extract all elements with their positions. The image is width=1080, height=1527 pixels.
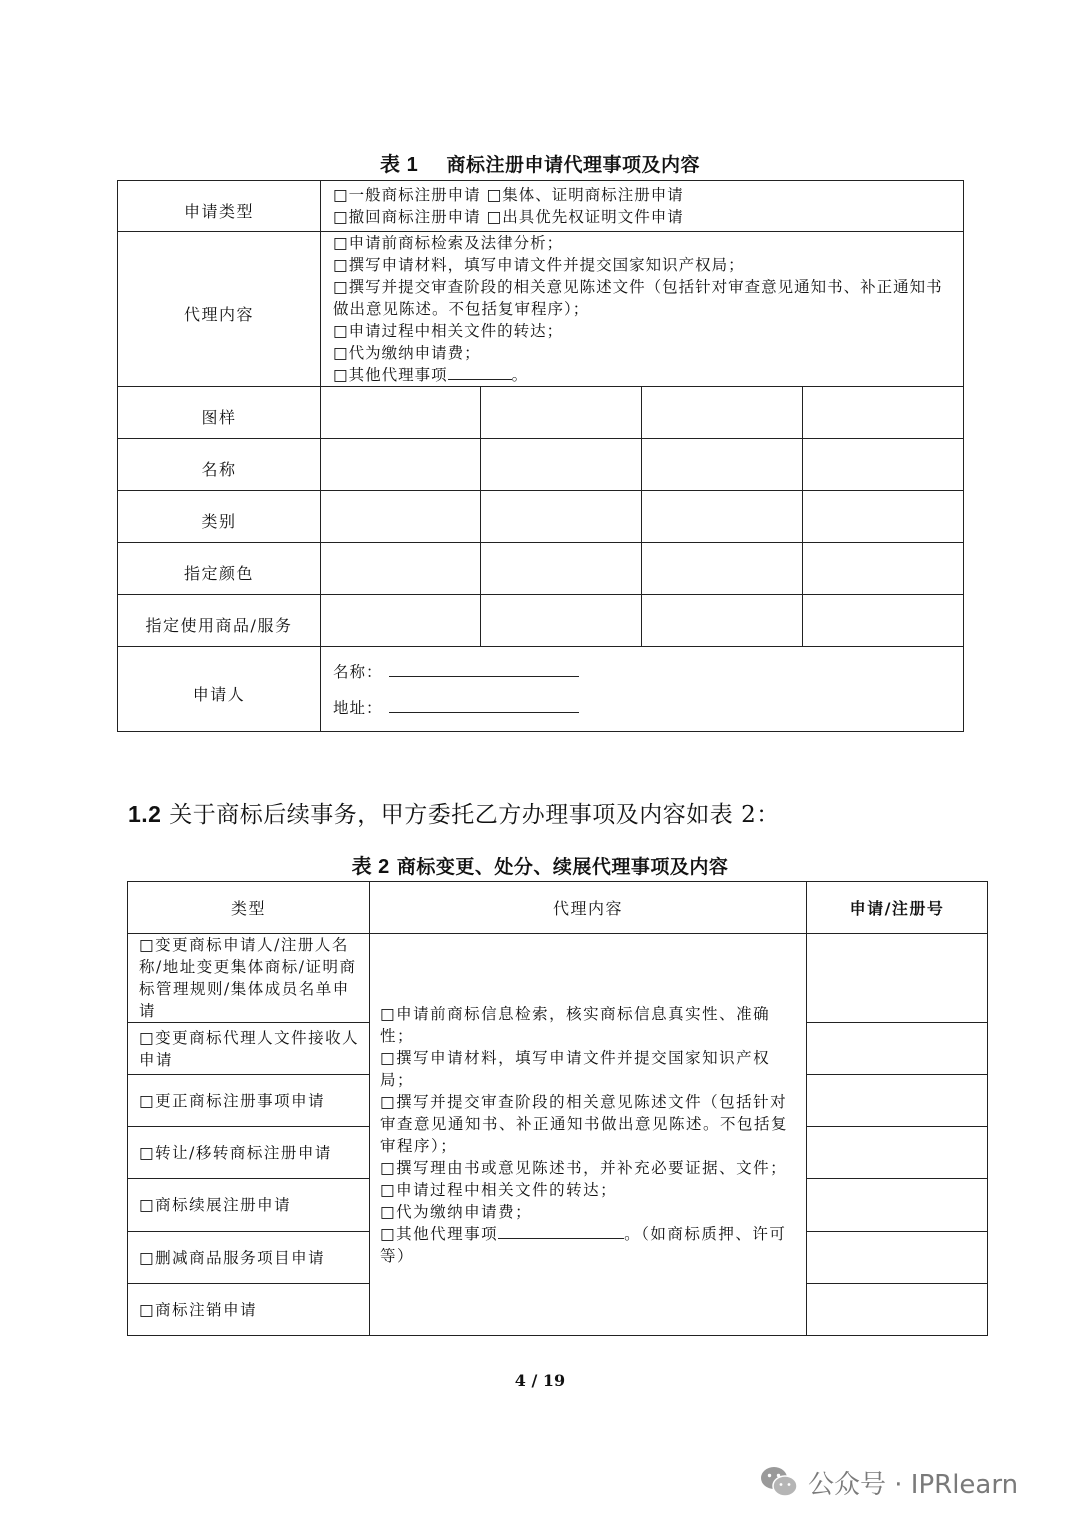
applicant-name-line xyxy=(321,660,963,682)
blank-cell[interactable] xyxy=(642,387,803,439)
type-option[interactable]: □转让/移转商标注册申请 xyxy=(128,1127,370,1179)
application-type-label: 申请类型 xyxy=(118,181,321,232)
blank-cell[interactable] xyxy=(321,595,481,647)
row-applicant xyxy=(118,647,964,732)
option-line[interactable]: □撰写并提交审查阶段的相关意见陈述文件（包括针对审查意见通知书、补正通知书做出意见陈述。不包括复审程序）； xyxy=(333,278,943,318)
type-option[interactable]: □删减商品服务项目申请 xyxy=(128,1232,370,1284)
option-line[interactable]: □代为缴纳申请费； xyxy=(333,344,481,362)
applicant-name-label: 名称： xyxy=(333,663,383,681)
option-line[interactable]: □一般商标注册申请 □集体、证明商标注册申请 xyxy=(333,186,684,204)
other-prefix: □其他代理事项 xyxy=(333,366,448,384)
option-line[interactable]: □撰写申请材料，填写申请文件并提交国家知识产权局； xyxy=(333,256,745,274)
blank-cell[interactable] xyxy=(803,491,964,543)
trademark-application-table xyxy=(117,180,964,732)
applicant-fields xyxy=(321,647,964,732)
blank-cell[interactable] xyxy=(642,595,803,647)
other-blank[interactable] xyxy=(448,365,512,380)
blank-cell[interactable] xyxy=(642,491,803,543)
type-option[interactable]: □更正商标注册事项申请 xyxy=(128,1075,370,1127)
row-name xyxy=(118,439,964,491)
type-option[interactable]: □商标注销申请 xyxy=(128,1284,370,1336)
blank-cell[interactable] xyxy=(321,387,481,439)
blank-cell[interactable] xyxy=(481,387,642,439)
content-line-other[interactable] xyxy=(380,1223,796,1267)
blank-cell[interactable] xyxy=(803,387,964,439)
header-reg-no: 申请/注册号 xyxy=(807,882,988,934)
row-color xyxy=(118,543,964,595)
header-type: 类型 xyxy=(128,882,370,934)
agency-content-label: 代理内容 xyxy=(118,232,321,387)
blank-cell[interactable] xyxy=(642,439,803,491)
table2-header-row xyxy=(128,882,988,934)
applicant-name-field[interactable] xyxy=(389,660,579,677)
reg-no-cell[interactable] xyxy=(807,1127,988,1179)
content-line[interactable]: □申请过程中相关文件的转达； xyxy=(380,1180,618,1199)
blank-cell[interactable] xyxy=(803,595,964,647)
option-line[interactable]: □申请前商标检索及法律分析； xyxy=(333,234,564,252)
blank-cell[interactable] xyxy=(481,439,642,491)
table2-caption-number: 表 2 xyxy=(351,856,390,878)
application-type-options xyxy=(321,181,964,232)
reg-no-cell[interactable] xyxy=(807,1023,988,1075)
table1-caption xyxy=(0,148,1080,177)
color-label: 指定颜色 xyxy=(118,543,321,595)
reg-no-cell[interactable] xyxy=(807,1232,988,1284)
type-option[interactable]: □变更商标代理人文件接收人申请 xyxy=(128,1023,370,1075)
type-option[interactable]: □变更商标申请人/注册人名称/地址变更集体商标/证明商标管理规则/集体成员名单申请 xyxy=(128,934,370,1023)
option-line[interactable]: □申请过程中相关文件的转达； xyxy=(333,322,564,340)
applicant-address-line xyxy=(321,696,963,718)
table1-caption-number: 表 1 xyxy=(380,154,419,176)
specimen-label: 图样 xyxy=(118,387,321,439)
type-option[interactable]: □商标续展注册申请 xyxy=(128,1179,370,1232)
section-heading xyxy=(128,796,780,829)
table2-row xyxy=(128,934,988,1023)
row-specimen xyxy=(118,387,964,439)
table1-caption-text: 商标注册申请代理事项及内容 xyxy=(446,154,700,176)
goods-services-label: 指定使用商品/服务 xyxy=(118,595,321,647)
name-label: 名称 xyxy=(118,439,321,491)
blank-cell[interactable] xyxy=(642,543,803,595)
header-content: 代理内容 xyxy=(370,882,807,934)
row-agency-content xyxy=(118,232,964,387)
blank-cell[interactable] xyxy=(321,491,481,543)
wechat-icon xyxy=(760,1465,798,1499)
class-label: 类别 xyxy=(118,491,321,543)
content-line[interactable]: □申请前商标信息检索，核实商标信息真实性、准确性； xyxy=(380,1004,771,1045)
blank-cell[interactable] xyxy=(803,439,964,491)
row-class xyxy=(118,491,964,543)
reg-no-cell[interactable] xyxy=(807,934,988,1023)
option-line[interactable]: □撤回商标注册申请 □出具优先权证明文件申请 xyxy=(333,208,684,226)
agency-content-options xyxy=(321,232,964,387)
blank-cell[interactable] xyxy=(321,439,481,491)
blank-cell[interactable] xyxy=(481,491,642,543)
other-suffix: 。 xyxy=(511,366,529,384)
row-application-type xyxy=(118,181,964,232)
content-line[interactable]: □代为缴纳申请费； xyxy=(380,1202,533,1221)
blank-cell[interactable] xyxy=(321,543,481,595)
row-goods-services xyxy=(118,595,964,647)
content-other-blank[interactable] xyxy=(498,1224,624,1239)
blank-cell[interactable] xyxy=(481,543,642,595)
section-text: 关于商标后续事务，甲方委托乙方办理事项及内容如表 2： xyxy=(161,802,780,828)
agency-content-cell xyxy=(370,934,807,1336)
table2-caption xyxy=(0,850,1080,879)
applicant-address-label: 地址： xyxy=(333,699,383,717)
reg-no-cell[interactable] xyxy=(807,1284,988,1336)
blank-cell[interactable] xyxy=(803,543,964,595)
content-other-prefix: □其他代理事项 xyxy=(380,1224,499,1243)
reg-no-cell[interactable] xyxy=(807,1179,988,1232)
section-number: 1.2 xyxy=(128,801,162,827)
page-number: 4 / 19 xyxy=(514,1371,566,1390)
table2-caption-text: 商标变更、处分、续展代理事项及内容 xyxy=(389,856,729,878)
watermark xyxy=(760,1462,1018,1502)
applicant-label: 申请人 xyxy=(118,647,321,732)
content-line[interactable]: □撰写申请材料，填写申请文件并提交国家知识产权局； xyxy=(380,1048,771,1089)
trademark-followup-table xyxy=(127,881,988,1336)
option-line-other[interactable] xyxy=(333,364,955,386)
watermark-text: 公众号 · IPRlearn xyxy=(808,1469,1019,1500)
reg-no-cell[interactable] xyxy=(807,1075,988,1127)
applicant-address-field[interactable] xyxy=(389,696,579,713)
blank-cell[interactable] xyxy=(481,595,642,647)
content-line[interactable]: □撰写理由书或意见陈述书，并补充必要证据、文件； xyxy=(380,1158,788,1177)
content-other-suffix: 。（如商标质押、许可等） xyxy=(380,1224,787,1265)
content-line[interactable]: □撰写并提交审查阶段的相关意见陈述文件（包括针对审查意见通知书、补正通知书做出意见陈述。不包括复审程序）； xyxy=(380,1092,789,1155)
